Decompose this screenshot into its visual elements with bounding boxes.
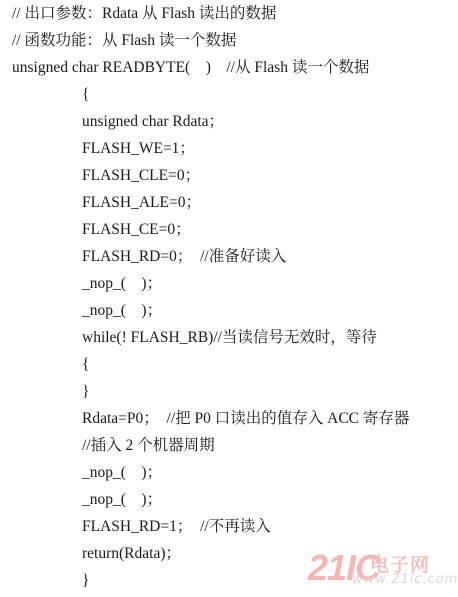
- code-line: _nop_( )；: [82, 491, 163, 508]
- code-line: FLASH_CE=0；: [82, 221, 191, 238]
- code-line-open-brace: {: [82, 86, 90, 103]
- code-line: Rdata=P0； //把 P0 口读出的值存入 ACC 寄存器: [82, 410, 410, 427]
- code-line-comment-output: // 出口参数：Rdata 从 Flash 读出的数据: [12, 5, 277, 22]
- code-line-while: while(! FLASH_RB)//当读信号无效时，等待: [82, 329, 377, 346]
- code-line-return: return(Rdata)；: [82, 545, 181, 562]
- code-line: FLASH_WE=1；: [82, 140, 195, 157]
- watermark-site: www.21ic.com: [352, 572, 458, 587]
- code-line: _nop_( )；: [82, 302, 163, 319]
- code-line: _nop_( )；: [82, 464, 163, 481]
- code-line-open-brace: {: [82, 356, 90, 373]
- watermark-chinese: 电子网: [370, 554, 431, 576]
- code-line-close-brace: }: [82, 383, 90, 400]
- code-line-comment: //插入 2 个机器周期: [82, 437, 215, 454]
- code-line: FLASH_RD=1； //不再读入: [82, 518, 271, 535]
- code-line-close-brace: }: [82, 572, 90, 589]
- code-line: unsigned char Rdata；: [82, 113, 225, 130]
- code-line: _nop_( )；: [82, 275, 163, 292]
- code-line: FLASH_RD=0； //准备好读入: [82, 248, 287, 265]
- watermark-logo: [308, 547, 458, 594]
- code-line: FLASH_CLE=0；: [82, 167, 201, 184]
- code-line: FLASH_ALE=0；: [82, 194, 201, 211]
- watermark-number: 21IC: [308, 547, 381, 588]
- code-line-function-signature: unsigned char READBYTE( ) //从 Flash 读一个数据: [12, 59, 370, 76]
- code-line-comment-function: // 函数功能：从 Flash 读一个数据: [12, 32, 237, 49]
